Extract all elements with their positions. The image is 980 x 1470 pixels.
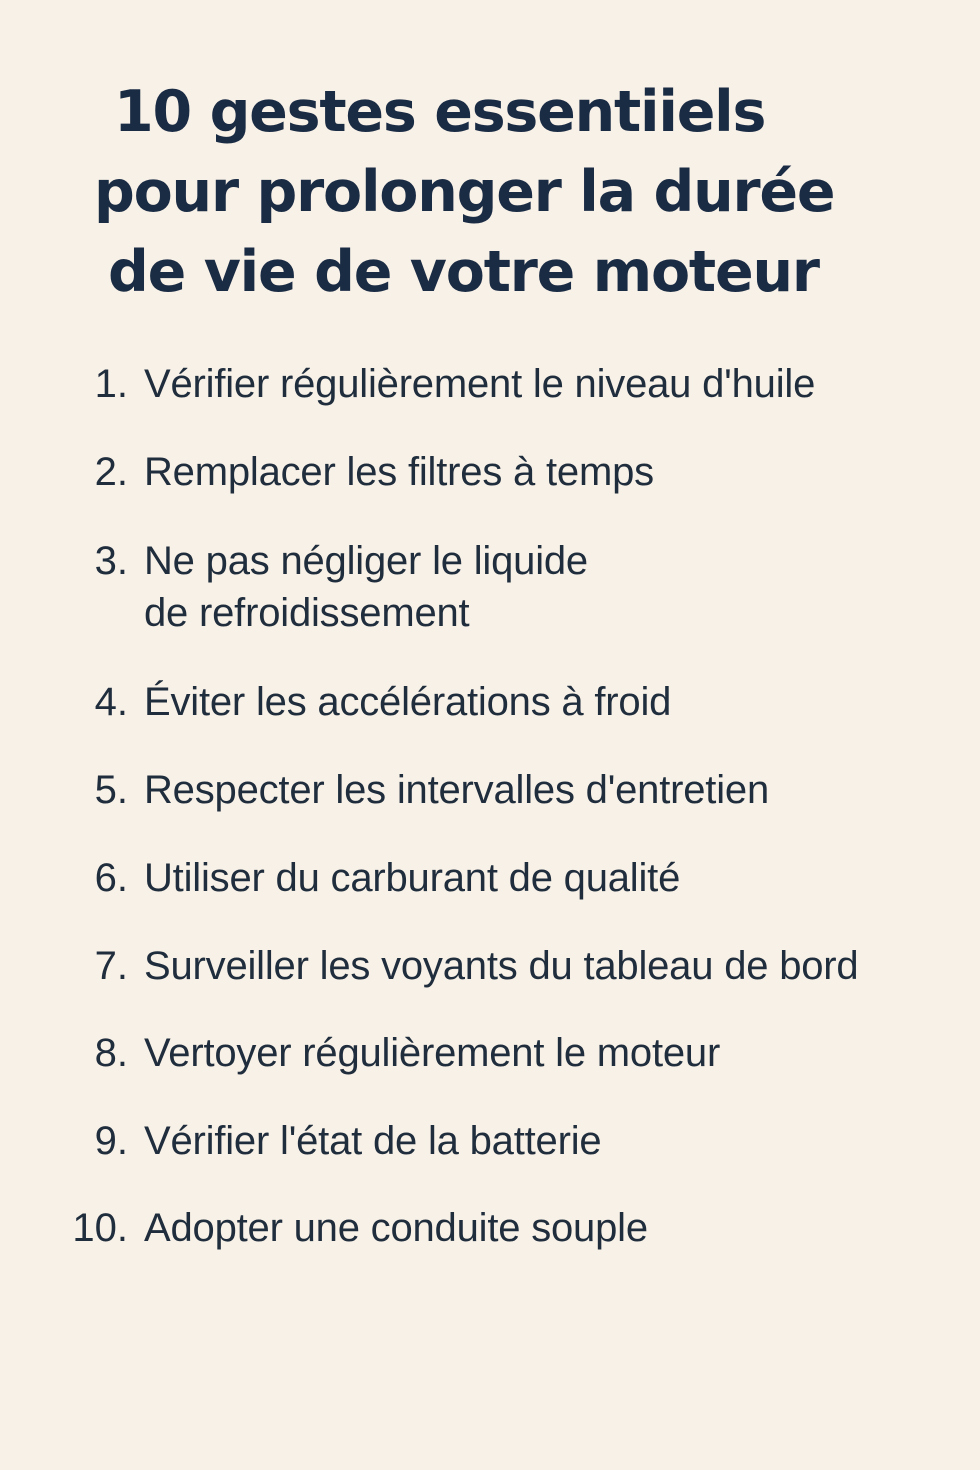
item-number: 5.	[94, 768, 128, 812]
item-text: Respecter les intervalles d'entretien	[144, 768, 770, 812]
item-text: Vérifier régulièrement le niveau d'huile	[144, 362, 816, 406]
item-text: Éviter les accélérations à froid	[144, 680, 672, 724]
item-number: 1.	[94, 362, 128, 406]
item-text	[144, 535, 588, 639]
item-number: 3.	[94, 539, 128, 583]
item-text: Vérifier l'état de la batterie	[144, 1119, 602, 1163]
item-number: 7.	[94, 944, 128, 988]
title-line-3: de vie de votre moteur	[108, 239, 819, 305]
item-number: 4.	[94, 680, 128, 724]
item-text: Vertoyer régulièrement le moteur	[144, 1031, 721, 1075]
item-number: 2.	[94, 450, 128, 494]
item-number: 6.	[94, 856, 128, 900]
item-text: Adopter une conduite souple	[144, 1206, 648, 1250]
item-number: 9.	[94, 1119, 128, 1163]
item-number: 10.	[72, 1206, 128, 1250]
item-text: Remplacer les filtres à temps	[144, 450, 654, 494]
item-text-line-1: Ne pas négliger le liquide	[144, 539, 588, 583]
title-line-2: pour prolonger la durée	[94, 159, 835, 225]
item-number: 8.	[94, 1031, 128, 1075]
item-text: Utiliser du carburant de qualité	[144, 856, 681, 900]
title-line-1: 10 gestes essentiiels	[114, 79, 766, 145]
item-text-line-2: de refroidissement	[144, 591, 470, 635]
item-text: Surveiller les voyants du tableau de bord	[144, 944, 859, 988]
